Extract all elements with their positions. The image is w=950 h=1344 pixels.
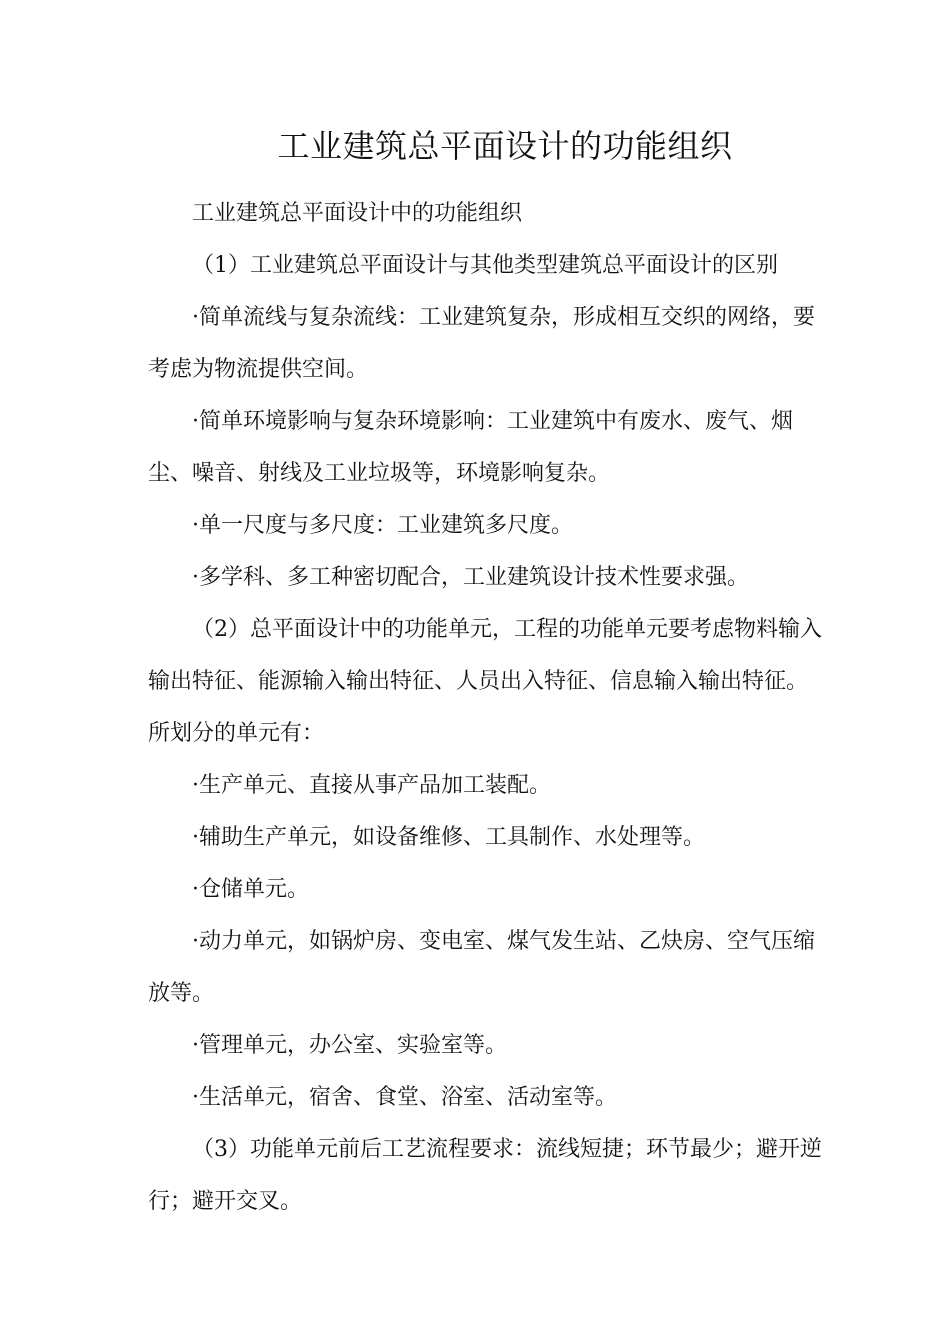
paragraph-scale: ·单一尺度与多尺度：工业建筑多尺度。	[192, 513, 573, 538]
document-title: 工业建筑总平面设计的功能组织	[277, 127, 733, 165]
list-item-living: ·生活单元，宿舍、食堂、浴室、活动室等。	[192, 1085, 617, 1110]
paragraph-section-1: （1）工业建筑总平面设计与其他类型建筑总平面设计的区别	[192, 253, 778, 278]
paragraph-intro: 工业建筑总平面设计中的功能组织	[192, 201, 523, 226]
paragraph-section-3: （3）功能单元前后工艺流程要求：流线短捷；环节最少；避开逆行；避开交叉。	[148, 1137, 822, 1214]
list-item-storage: ·仓储单元。	[192, 877, 309, 902]
paragraph-flow-lines: ·简单流线与复杂流线：工业建筑复杂，形成相互交织的网络，要考虑为物流提供空间。	[148, 305, 815, 382]
paragraph-disciplines: ·多学科、多工种密切配合，工业建筑设计技术性要求强。	[192, 565, 749, 590]
paragraph-environment: ·简单环境影响与复杂环境影响：工业建筑中有废水、废气、烟尘、噪音、射线及工业垃圾等，环境影响复杂。	[148, 409, 793, 486]
paragraph-section-2: （2）总平面设计中的功能单元，工程的功能单元要考虑物料输入输出特征、能源输入输出特征、人员出入特征、信息输入输出特征。所划分的单元有：	[148, 617, 822, 746]
list-item-auxiliary: ·辅助生产单元，如设备维修、工具制作、水处理等。	[192, 825, 705, 850]
list-item-management: ·管理单元，办公室、实验室等。	[192, 1033, 507, 1058]
list-item-production: ·生产单元、直接从事产品加工装配。	[192, 773, 551, 798]
list-item-power: ·动力单元，如锅炉房、变电室、煤气发生站、乙炔房、空气压缩放等。	[148, 929, 815, 1006]
